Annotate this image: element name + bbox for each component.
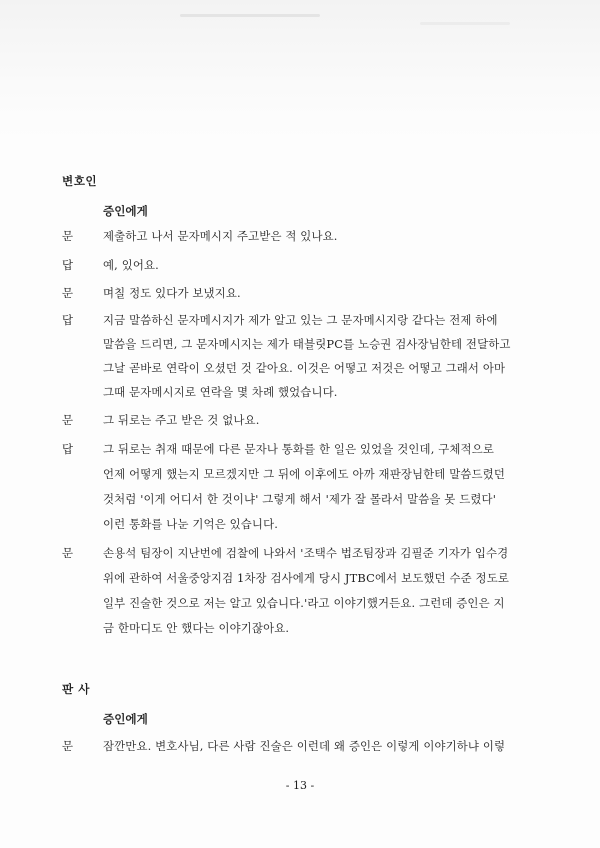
- question-marker: 문: [62, 546, 74, 560]
- answer-marker: 답: [62, 442, 74, 456]
- question-marker: 문: [62, 413, 74, 427]
- page-number: - 13 -: [285, 779, 315, 792]
- text-line: 금 한마디도 안 했다는 이야기잖아요.: [103, 621, 290, 635]
- text-line: 이런 통화를 나눈 기억은 있습니다.: [103, 517, 279, 531]
- question-marker: 문: [62, 286, 74, 300]
- text-line: 그 뒤로는 취재 때문에 다른 문자나 통화를 한 일은 있었을 것인데, 구체적으로: [103, 442, 495, 456]
- text-line: 잠깐만요. 변호사님, 다른 사람 진술은 이런데 왜 증인은 이렇게 이야기하냐 이렇: [103, 739, 506, 753]
- question-marker: 문: [62, 739, 74, 753]
- text-line: 것처럼 '이게 어디서 한 것이냐' 그렇게 해서 '제가 잘 몰라서 말씀을 못 드렸다': [103, 492, 496, 506]
- scan-mark: [180, 14, 320, 17]
- scan-shading: [0, 0, 600, 140]
- text-line: 말씀을 드리면, 그 문자메시지는 제가 태블릿PC를 노승권 검사장님한테 전달하고: [103, 337, 511, 351]
- text-line: 위에 관하여 서울중앙지검 1차장 검사에게 당시 JTBC에서 보도했던 수준 정도로: [103, 571, 509, 585]
- text-line: 그날 곧바로 연락이 오셨던 것 같아요. 이것은 어떻고 저것은 어떻고 그래서 아마: [103, 361, 506, 375]
- text-line: 며칠 정도 있다가 보냈지요.: [103, 286, 241, 300]
- text-line: 지금 말씀하신 문자메시지가 제가 알고 있는 그 문자메시지랑 같다는 전제 하에: [103, 313, 498, 327]
- text-line: 그 뒤로는 주고 받은 것 없나요.: [103, 413, 260, 427]
- text-line: 손용석 팀장이 지난번에 검찰에 나와서 '조택수 법조팀장과 김필준 기자가 입수경: [103, 546, 509, 560]
- text-line: 예, 있어요.: [103, 258, 159, 272]
- address-label: 증인에게: [103, 204, 148, 218]
- text-line: 언제 어떻게 했는지 모르겠지만 그 뒤에 이후에도 아까 재판장님한테 말씀드렸던: [103, 467, 505, 481]
- scan-mark: [420, 22, 510, 25]
- text-line: 제출하고 나서 문자메시지 주고받은 적 있나요.: [103, 229, 338, 243]
- text-line: 그때 문자메시지로 연락을 몇 차례 했었습니다.: [103, 385, 338, 399]
- answer-marker: 답: [62, 313, 74, 327]
- speaker-heading: 변호인: [62, 174, 98, 188]
- speaker-heading: 판 사: [62, 682, 90, 696]
- text-line: 일부 진술한 것으로 저는 알고 있습니다.'라고 이야기했거든요. 그런데 증인은 지: [103, 596, 505, 610]
- answer-marker: 답: [62, 258, 74, 272]
- question-marker: 문: [62, 229, 74, 243]
- address-label: 증인에게: [103, 712, 148, 726]
